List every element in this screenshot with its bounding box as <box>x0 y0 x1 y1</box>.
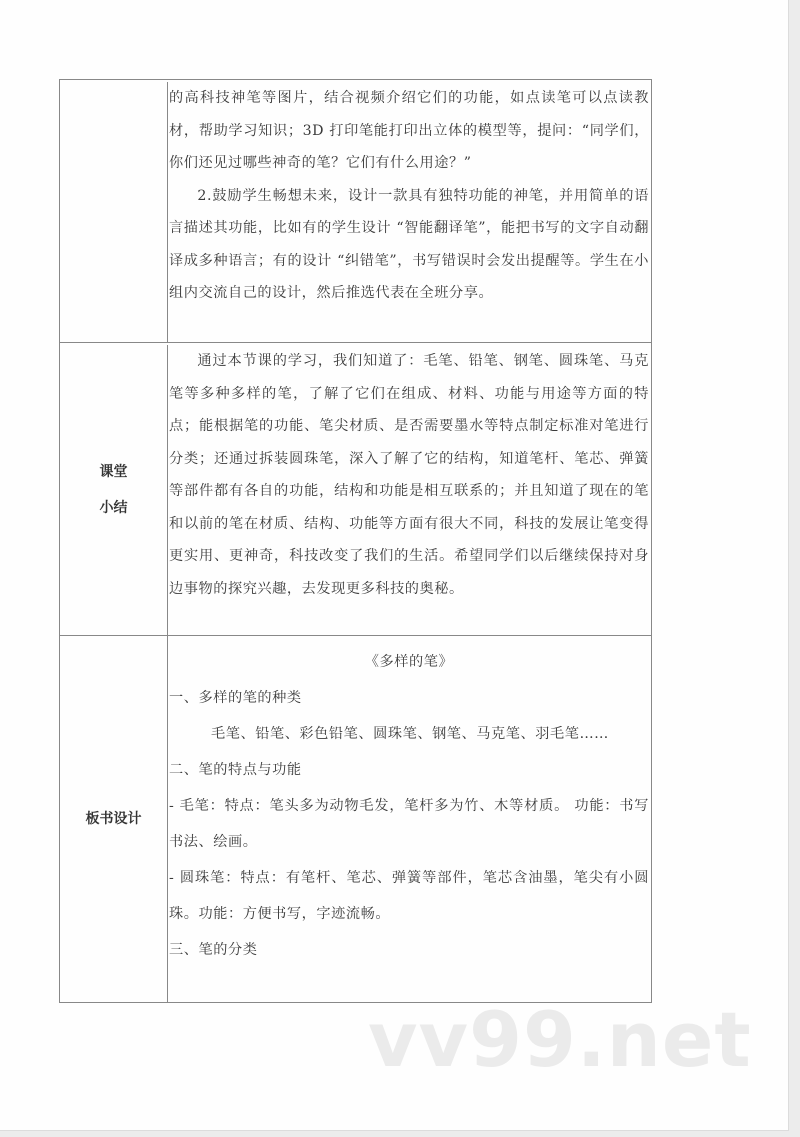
watermark-text: vv99.net <box>368 995 752 1084</box>
row-label-empty <box>60 82 168 342</box>
row-content-activity <box>168 82 651 342</box>
table-row-board-design <box>60 636 651 1002</box>
row-label-class-summary <box>60 345 168 635</box>
section2-heading: 二、笔的特点与功能 <box>169 762 302 778</box>
row-content-summary <box>168 345 651 635</box>
board-title: 《多样的笔》 <box>364 654 454 670</box>
row-label-board-design <box>60 636 168 1002</box>
label-line-1: 板书设计 <box>85 811 142 827</box>
label-line-1: 课堂 <box>99 464 128 480</box>
section2-item-brush: - 毛笔：特点：笔头多为动物毛发，笔杆多为竹、木等材质。 功能：书写书法、绘画。 <box>169 798 649 850</box>
row-content-board-design <box>168 636 651 1002</box>
table-row-activity-continued <box>60 80 651 343</box>
lesson-plan-table <box>59 79 652 1003</box>
section3-heading: 三、笔的分类 <box>169 942 258 958</box>
table-row-class-summary <box>60 343 651 636</box>
section1-list: 毛笔、铅笔、彩色铅笔、圆珠笔、钢笔、马克笔、羽毛笔…… <box>211 726 609 742</box>
section1-heading: 一、多样的笔的种类 <box>169 690 302 706</box>
paragraph-design-pen: 2.鼓励学生畅想未来，设计一款具有独特功能的神笔，并用简单的语言描述其功能，比如有的学生设计 “智能翻译笔”，能把书写的文字自动翻译成多种语言；有的设计 “纠错笔”，书写错误时会发出提醒等。学生在小组内交流自己的设计，然后推选代表在全班分享。 <box>169 187 649 301</box>
paragraph-high-tech-pens: 的高科技神笔等图片，结合视频介绍它们的功能，如点读笔可以点读教材，帮助学习知识；3D 打印笔能打印出立体的模型等，提问：“同学们，你们还见过哪些神奇的笔？它们有什么用途？” <box>169 90 649 171</box>
label-line-2: 小结 <box>99 500 128 516</box>
paragraph-summary: 通过本节课的学习，我们知道了：毛笔、铅笔、钢笔、圆珠笔、马克笔等多种多样的笔，了解了它们在组成、材料、功能与用途等方面的特点；能根据笔的功能、笔尖材质、是否需要墨水等特点制定标准对笔进行分类；还通过拆装圆珠笔，深入了解了它的结构，知道笔杆、笔芯、弹簧等部件都有各自的功能，结构和功能是相互联系的；并且知道了现在的笔和以前的笔在材质、结构、功能等方面有很大不同，科技的发展让笔变得更实用、更神奇，科技改变了我们的生活。希望同学们以后继续保持对身边事物的探究兴趣，去发现更多科技的奥秘。 <box>169 353 649 597</box>
section2-item-ballpoint: - 圆珠笔：特点：有笔杆、笔芯、弹簧等部件，笔芯含油墨，笔尖有小圆珠。功能：方便书写，字迹流畅。 <box>169 870 649 922</box>
